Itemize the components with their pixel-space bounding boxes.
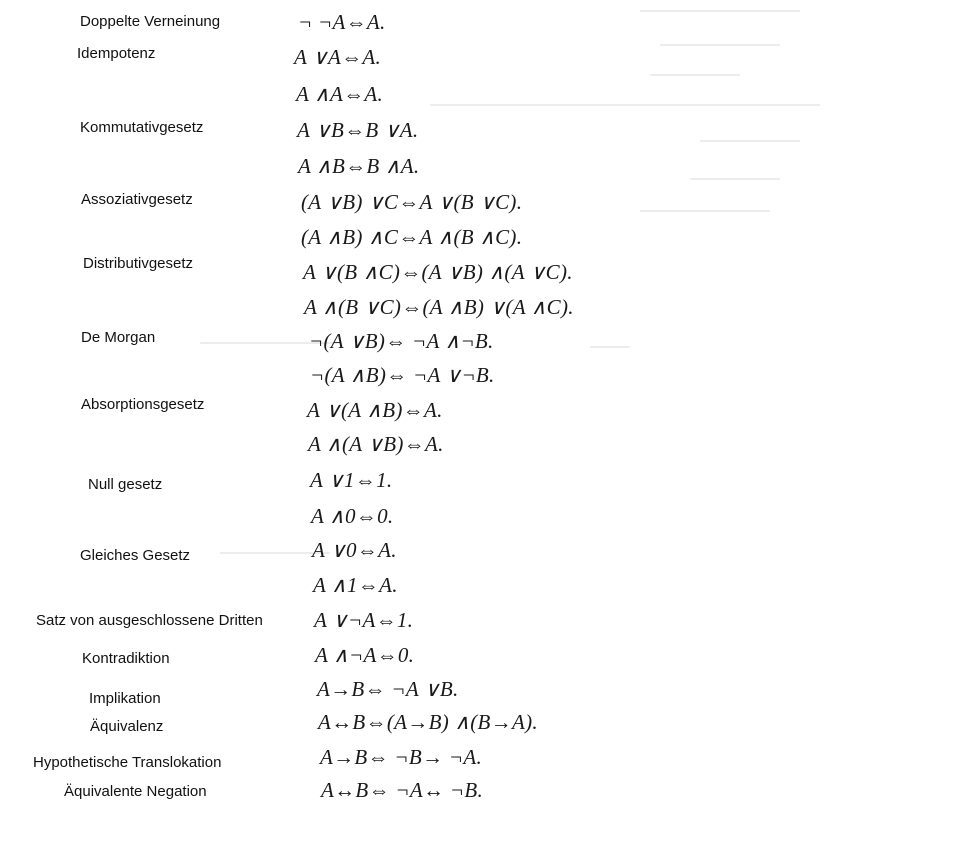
formula-gleiches-or: A ∨0⇔A. bbox=[312, 538, 397, 562]
rule-label-assoziativgesetz: Assoziativgesetz bbox=[81, 191, 193, 208]
formula-de-morgan-or: ¬(A ∨B)⇔ ¬A ∧¬B. bbox=[309, 329, 494, 353]
bleed-through-mark bbox=[650, 74, 740, 76]
formula-idempotenz-and: A ∧A⇔A. bbox=[296, 82, 384, 106]
rule-label-implikation: Implikation bbox=[89, 690, 161, 707]
formula-null-and: A ∧0⇔0. bbox=[311, 504, 394, 528]
bleed-through-mark bbox=[590, 346, 630, 348]
rule-label-aequivalente-negation: Äquivalente Negation bbox=[64, 783, 207, 800]
rule-label-ausgeschlossene-dritten: Satz von ausgeschlossene Dritten bbox=[36, 612, 263, 629]
formula-doppelte-verneinung: ¬ ¬A⇔A. bbox=[298, 10, 386, 34]
formula-distributiv-or: A ∨(B ∧C)⇔(A ∨B) ∧(A ∨C). bbox=[303, 260, 573, 284]
rule-label-hypothetische-translokation: Hypothetische Translokation bbox=[33, 754, 222, 771]
formula-implikation: A→B⇔ ¬A ∨B. bbox=[317, 677, 459, 701]
rule-label-aequivalenz: Äquivalenz bbox=[90, 718, 164, 735]
formula-distributiv-and: A ∧(B ∨C)⇔(A ∧B) ∨(A ∧C). bbox=[304, 295, 574, 319]
rule-label-de-morgan: De Morgan bbox=[81, 329, 156, 346]
rule-label-doppelte-verneinung: Doppelte Verneinung bbox=[80, 13, 221, 30]
formula-absorption-or: A ∨(A ∧B)⇔A. bbox=[307, 398, 443, 422]
formula-aequivalenz: A↔B⇔(A→B) ∧(B→A). bbox=[318, 710, 538, 734]
bleed-through-mark bbox=[430, 104, 820, 106]
formula-null-or: A ∨1⇔1. bbox=[310, 468, 393, 492]
formula-aequivalente-negation: A↔B⇔ ¬A↔ ¬B. bbox=[321, 778, 484, 802]
formula-gleiches-and: A ∧1⇔A. bbox=[313, 573, 398, 597]
rule-label-null-gesetz: Null gesetz bbox=[88, 476, 163, 493]
rule-label-kommutativgesetz: Kommutativgesetz bbox=[80, 119, 204, 136]
bleed-through-mark bbox=[690, 178, 780, 180]
rule-label-kontradiktion: Kontradiktion bbox=[82, 650, 170, 667]
rule-label-distributivgesetz: Distributivgesetz bbox=[83, 255, 194, 272]
formula-idempotenz-or: A ∨A⇔A. bbox=[294, 45, 382, 69]
formula-absorption-and: A ∧(A ∨B)⇔A. bbox=[308, 432, 444, 456]
formula-kontradiktion: A ∧¬A⇔0. bbox=[315, 643, 415, 667]
formula-assoziativ-or: (A ∨B) ∨C⇔A ∨(B ∨C). bbox=[301, 190, 523, 214]
formula-kommutativ-or: A ∨B⇔B ∨A. bbox=[297, 118, 419, 142]
bleed-through-mark bbox=[640, 10, 800, 12]
formula-kommutativ-and: A ∧B⇔B ∧A. bbox=[298, 154, 420, 178]
rule-label-idempotenz: Idempotenz bbox=[77, 45, 156, 62]
rule-label-gleiches-gesetz: Gleiches Gesetz bbox=[80, 547, 191, 564]
formula-assoziativ-and: (A ∧B) ∧C⇔A ∧(B ∧C). bbox=[301, 225, 523, 249]
formula-de-morgan-and: ¬(A ∧B)⇔ ¬A ∨¬B. bbox=[310, 363, 495, 387]
rule-label-absorptionsgesetz: Absorptionsgesetz bbox=[81, 396, 205, 413]
bleed-through-mark bbox=[700, 140, 800, 142]
formula-hypothetische-translokation: A→B⇔ ¬B→ ¬A. bbox=[320, 745, 483, 769]
bleed-through-mark bbox=[660, 44, 780, 46]
formula-ausgeschlossene-dritten: A ∨¬A⇔1. bbox=[314, 608, 414, 632]
bleed-through-mark bbox=[640, 210, 770, 212]
